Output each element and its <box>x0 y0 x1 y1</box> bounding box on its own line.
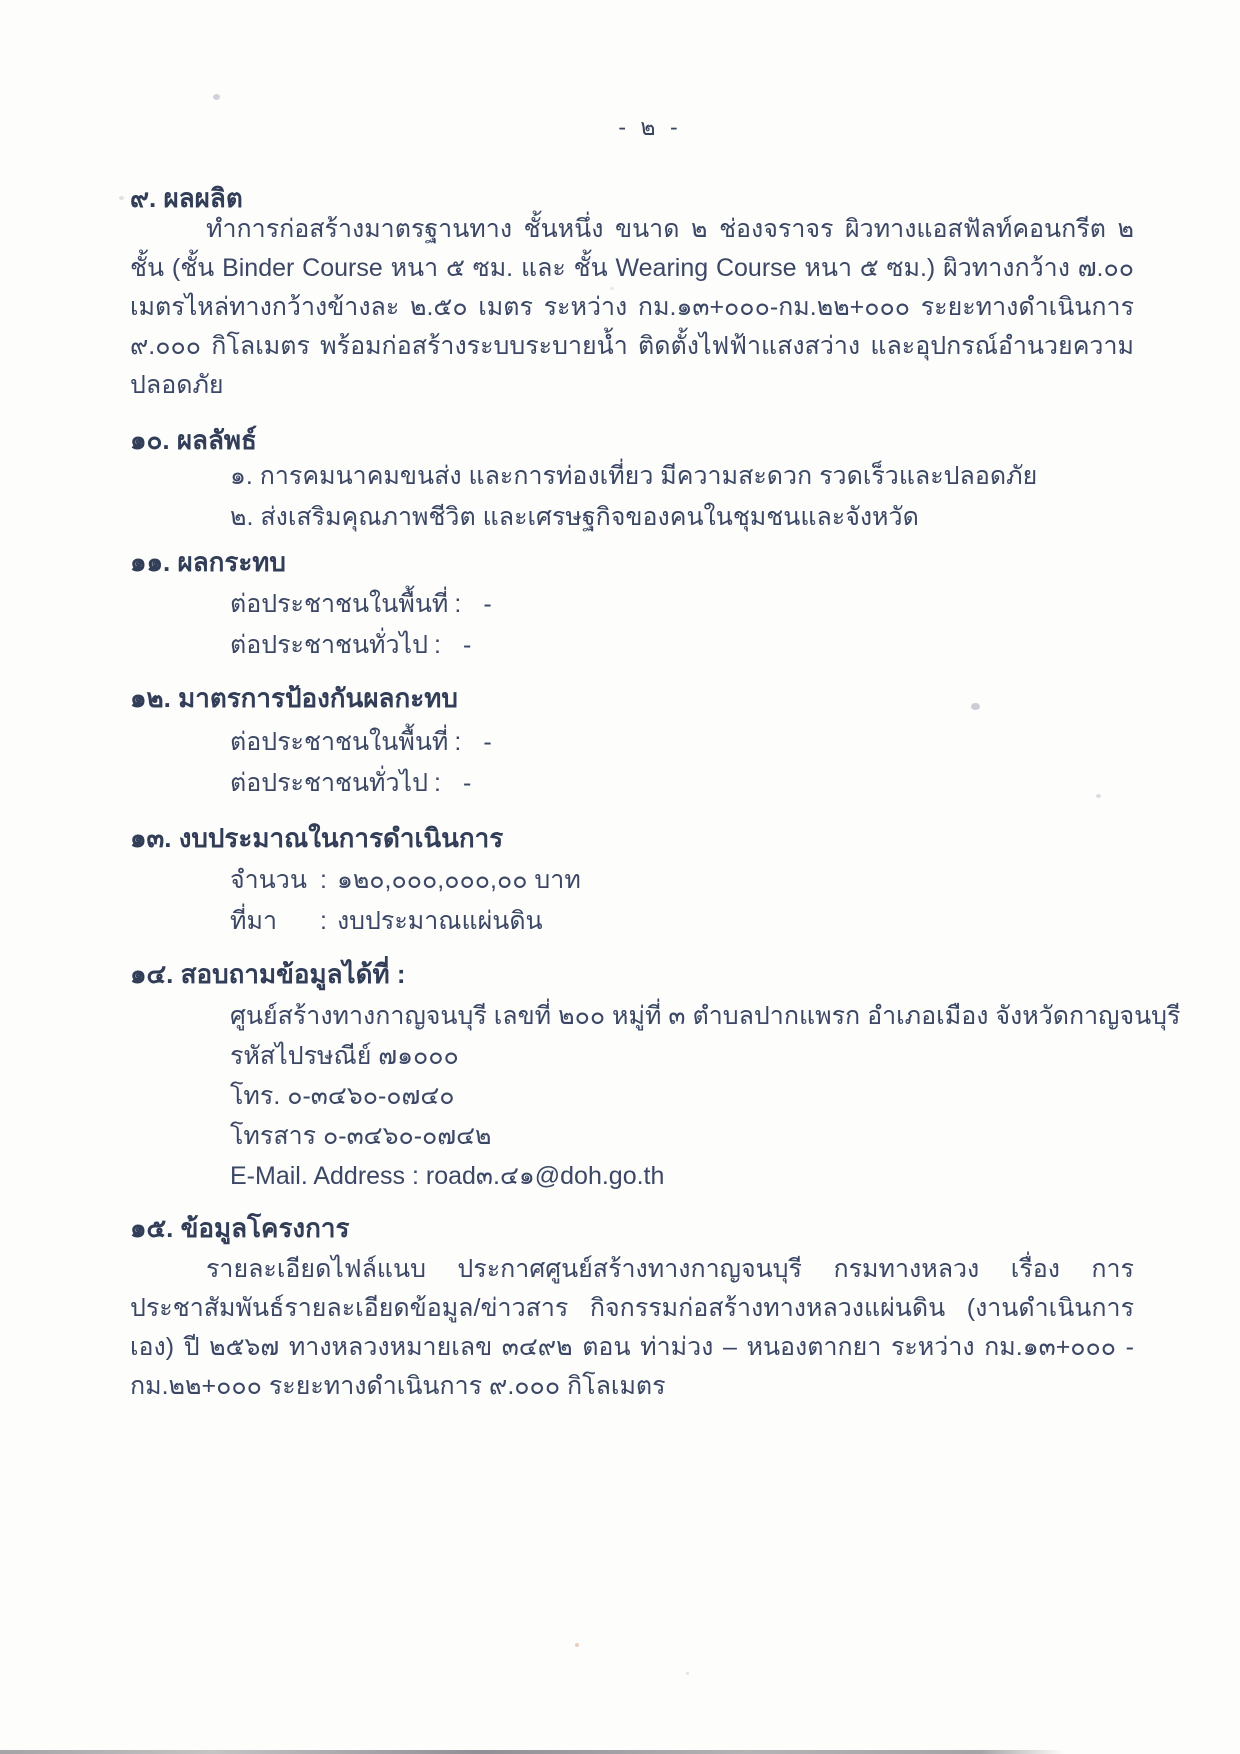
budget-row <box>230 860 581 901</box>
scan-speck <box>1096 794 1101 798</box>
contact-email: E-Mail. Address : road๓.๔๑@doh.go.th <box>230 1162 665 1190</box>
contact-address-line: ศูนย์สร้างทางกาญจนบุรี เลขที่ ๒๐๐ หมู่ที่ ๓ ตำบลปากแพรก อำเภอเมือง จังหวัดกาญจนบุรี <box>230 1002 1181 1030</box>
scan-speck <box>119 196 124 200</box>
impact-row-label: ต่อประชาชนทั่วไป <box>230 631 428 659</box>
section-9-paragraph: ทำการก่อสร้างมาตรฐานทาง ชั้นหนึ่ง ขนาด ๒ ช่องจราจร ผิวทางแอสฟัลท์คอนกรีต ๒ ชั้น (ชั้น Binder Course หนา ๕ ซม. และ ชั้น Wearing Course หนา ๕ ซม.) ผิวทางกว้าง ๗.๐๐ เมตรไหล่ทางกว้างข้างละ ๒.๕๐ เมตร ระหว่าง กม.๑๓+๐๐๐-กม.๒๒+๐๐๐ ระยะทางดำเนินการ ๙.๐๐๐ กิโลเมตร พร้อมก่อสร้างระบบระบายน้ำ ติดตั้งไฟฟ้าแสงสว่าง และอุปกรณ์อำนวยความปลอดภัย <box>130 215 1134 399</box>
contact-fax: โทรสาร ๐-๓๔๖๐-๐๗๔๒ <box>230 1122 492 1150</box>
budget-row <box>230 901 581 942</box>
section-13-rows <box>230 860 581 942</box>
section-14-contact <box>230 996 1180 1196</box>
impact-row-value: - <box>483 590 492 618</box>
impact-row-value: - <box>462 769 472 797</box>
scan-speck <box>575 1643 579 1647</box>
impact-row-colon: : <box>434 631 441 659</box>
scan-speck <box>213 94 220 100</box>
impact-row <box>230 763 492 804</box>
section-12-rows <box>230 722 492 804</box>
impact-row-colon: : <box>454 590 462 618</box>
budget-row-label: จำนวน <box>230 866 307 894</box>
section-15-heading: ๑๕. ข้อมูลโครงการ <box>130 1213 350 1243</box>
impact-row-label: ต่อประชาชนทั่วไป <box>230 769 428 797</box>
budget-row-colon: : <box>320 866 327 894</box>
section-11-heading: ๑๑. ผลกระทบ <box>130 547 286 577</box>
impact-row-colon: : <box>434 769 441 797</box>
section-11-rows <box>230 584 492 666</box>
budget-row-label: ที่มา <box>230 907 277 935</box>
impact-row <box>230 722 492 763</box>
section-9-heading: ๙. ผลผลิต <box>130 183 243 213</box>
section-10-heading: ๑๐. ผลลัพธ์ <box>130 425 257 455</box>
scan-speck <box>686 1672 689 1675</box>
page-number: - ๒ - <box>618 114 682 140</box>
outcome-item: ๑. การคมนาคมขนส่ง และการท่องเที่ยว มีความสะดวก รวดเร็วและปลอดภัย <box>230 462 1038 490</box>
impact-row-value: - <box>483 728 492 756</box>
contact-postal-code: รหัสไปรษณีย์ ๗๑๐๐๐ <box>230 1042 459 1070</box>
impact-row <box>230 625 492 666</box>
budget-row-value: งบประมาณแผ่นดิน <box>336 907 543 935</box>
budget-row-value: ๑๒๐,๐๐๐,๐๐๐,๐๐ บาท <box>336 866 581 894</box>
outcome-item: ๒. ส่งเสริมคุณภาพชีวิต และเศรษฐกิจของคนในชุมชนและจังหวัด <box>230 503 919 531</box>
impact-row-value: - <box>462 631 472 659</box>
section-13-heading: ๑๓. งบประมาณในการดำเนินการ <box>130 823 504 853</box>
scan-speck <box>971 703 980 710</box>
impact-row <box>230 584 492 625</box>
scan-speck <box>610 287 614 290</box>
impact-row-label: ต่อประชาชนในพื้นที่ <box>230 728 449 756</box>
section-12-heading: ๑๒. มาตรการป้องกันผลกะทบ <box>130 683 458 713</box>
impact-row-label: ต่อประชาชนในพื้นที่ <box>230 590 449 618</box>
section-10-list <box>230 456 1037 538</box>
contact-phone: โทร. ๐-๓๔๖๐-๐๗๔๐ <box>230 1082 455 1110</box>
scan-bottom-edge <box>0 1750 1065 1754</box>
section-14-heading: ๑๔. สอบถามข้อมูลได้ที่ : <box>130 959 406 989</box>
budget-row-colon: : <box>320 907 327 935</box>
impact-row-colon: : <box>454 728 462 756</box>
section-15-paragraph: รายละเอียดไฟล์แนบ ประกาศศูนย์สร้างทางกาญจนบุรี กรมทางหลวง เรื่อง การประชาสัมพันธ์รายละเอียดข้อมูล/ข่าวสาร กิจกรรมก่อสร้างทางหลวงแผ่นดิน (งานดำเนินการเอง) ปี ๒๕๖๗ ทางหลวงหมายเลข ๓๔๙๒ ตอน ท่าม่วง – หนองตากยา ระหว่าง กม.๑๓+๐๐๐ - กม.๒๒+๐๐๐ ระยะทางดำเนินการ ๙.๐๐๐ กิโลเมตร <box>130 1255 1134 1400</box>
